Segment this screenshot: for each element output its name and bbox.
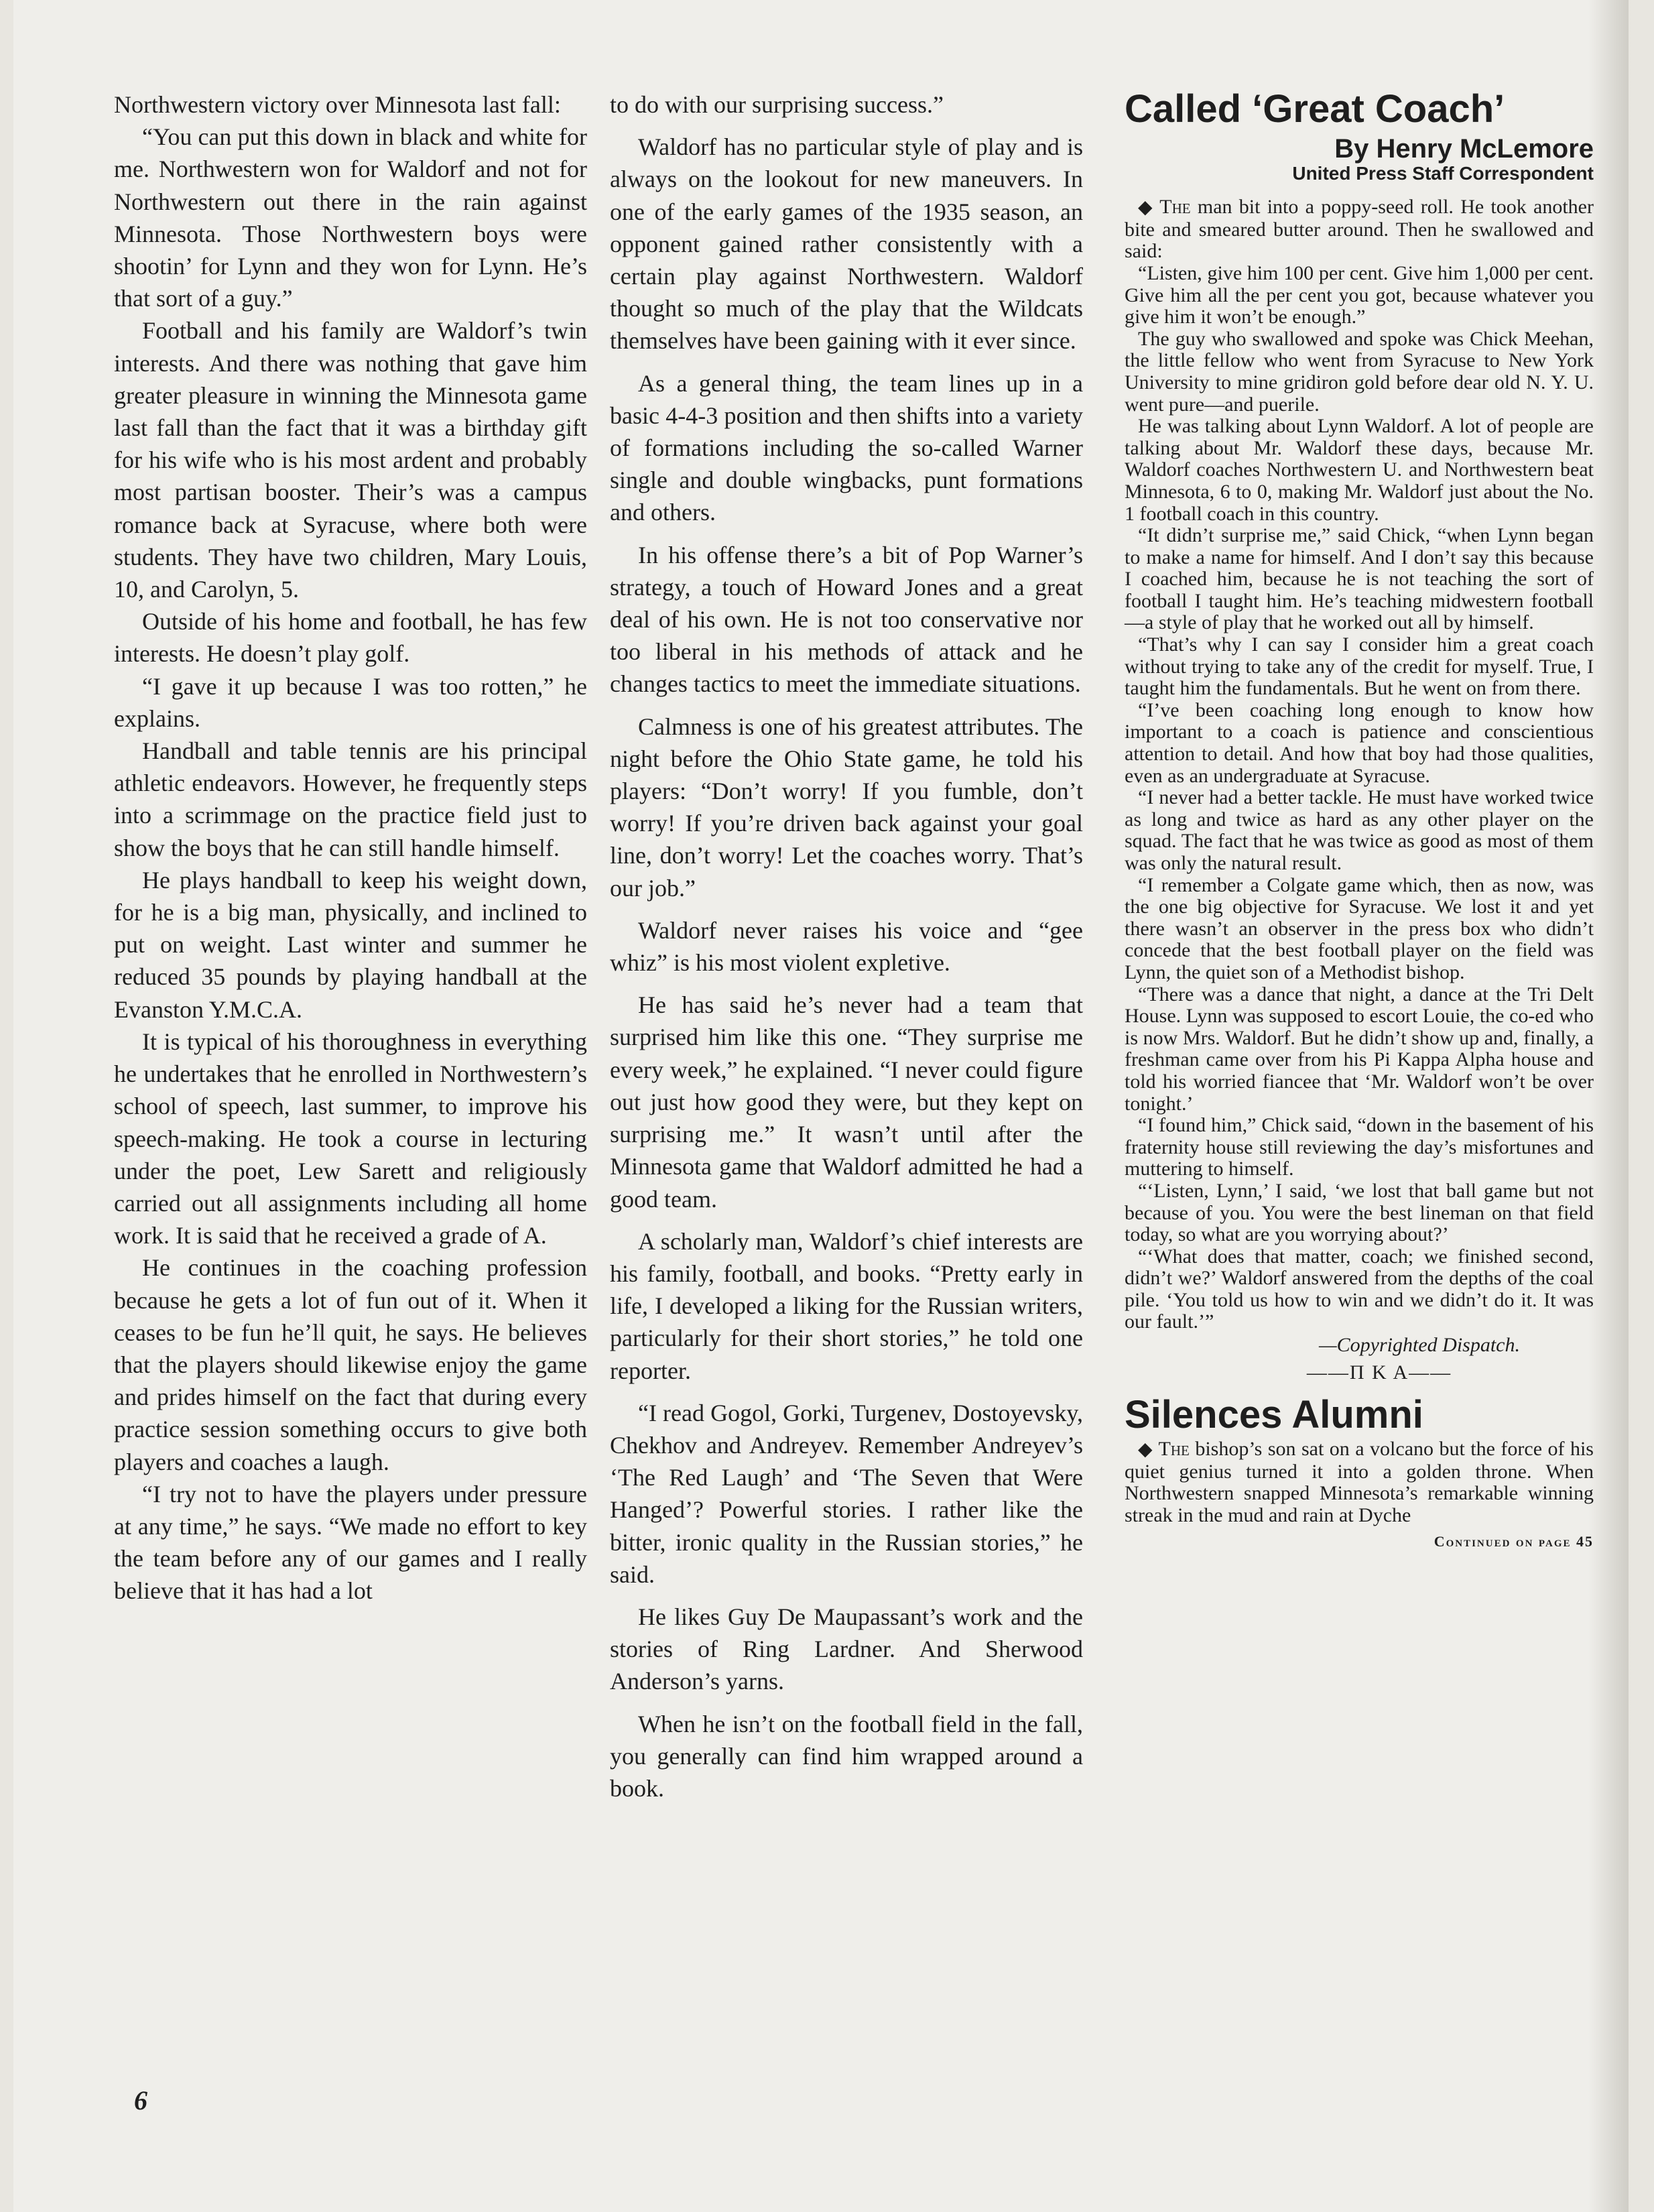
paragraph: “I never had a better tackle. He must have worked twice as long and twice as hard as any other player on the squad. The fact that he was twice as good as most of them was only the natural result.	[1125, 786, 1594, 874]
column-middle	[610, 88, 1083, 1815]
paragraph: “I gave it up because I was too rotten,” he explains.	[114, 672, 587, 732]
article-great-coach	[1125, 86, 1594, 1384]
diamond-bullet-icon: ◆	[1138, 197, 1155, 219]
headline-called-great-coach: Called ‘Great Coach’	[1125, 87, 1505, 131]
lead-word: The	[1158, 1438, 1190, 1461]
magazine-page	[13, 0, 1629, 2212]
paragraph: He plays handball to keep his weight down, for he is a big man, physically, and inclined to put on weight. Last winter and summer he reduced 35 pounds by playing handball at the Evanston Y.M.C.A.	[114, 866, 587, 1023]
paragraph: “I read Gogol, Gorki, Turgenev, Dostoyevsky, Chekhov and Andreyev. Remember Andreyev’s ‘The Red Laugh’ and ‘The Seven that Were Hanged’? Powerful stories. I rather like the bitter, ironic quality in the Russian stories,” he said.	[610, 1399, 1083, 1588]
paragraph: “I’ve been coaching long enough to know how important to a coach is patience and conscientious attention to detail. And how that boy had those qualities, even as an undergraduate at Syracuse.	[1125, 698, 1594, 787]
paragraph: As a general thing, the team lines up in a basic 4-4-3 position and then shifts into a variety of formations including the so-called Warner single and double wingbacks, punt formations and others.	[610, 369, 1083, 526]
article-silences-alumni	[1125, 1392, 1594, 1552]
lead-word: The	[1159, 196, 1191, 219]
column-right	[1125, 86, 1594, 1552]
paragraph: “You can put this down in black and white for me. Northwestern won for Waldorf and not for Northwestern out there in the rain against Minnesota. Those Northwestern boys were shootin’ for Lynn and they won for Lynn. He’s that sort of a guy.”	[114, 123, 587, 312]
paragraph: Northwestern victory over Minnesota last fall:	[114, 91, 561, 118]
byline: By Henry McLemore	[1334, 134, 1594, 164]
paragraph: Handball and table tennis are his principal athletic endeavors. However, he frequently steps into a scrimmage on the practice field just to show the boys that he can still handle himself.	[114, 737, 587, 861]
lead-text: man bit into a poppy-seed roll. He took another bite and smeared butter around. Then he swallowed and said:	[1125, 196, 1594, 263]
paragraph: When he isn’t on the football field in the fall, you generally can find him wrapped around a book.	[610, 1710, 1083, 1802]
paragraph: “That’s why I can say I consider him a great coach without trying to take any of the credit for myself. True, I taught him the fundamentals. But he went on from there.	[1125, 633, 1594, 700]
lead-paragraph	[1125, 1438, 1594, 1526]
paragraph: He was talking about Lynn Waldorf. A lot of people are talking about Mr. Waldorf these days, because Mr. Waldorf coaches Northwestern U. and Northwestern beat Minnesota, 6 to 0, making Mr. Waldorf just about the No. 1 football coach in this country.	[1125, 415, 1594, 525]
paragraph: “There was a dance that night, a dance at the Tri Delt House. Lynn was supposed to escort Louie, the co-ed who is now Mrs. Waldorf. But he didn’t show up and, finally, a freshman came over from his Pi Kappa Alpha house and told his worried fiancee that ‘Mr. Waldorf won’t be over tonight.’	[1125, 983, 1594, 1115]
paragraph: Waldorf has no particular style of play and is always on the lookout for new maneuvers. In one of the early games of the 1935 season, an opponent gained rather consistently with a certain play against Northwestern. Waldorf thought so much of the play that the Wildcats themselves have been gaining with it ever since.	[610, 133, 1083, 355]
paragraph: A scholarly man, Waldorf’s chief interests are his family, football, and books. “Pretty early in life, I developed a liking for the Russian writers, particularly for their short stories,” he told one reporter.	[610, 1227, 1083, 1384]
paragraph: “‘Listen, Lynn,’ I said, ‘we lost that ball game but not because of you. You were the best lineman on that field today, so what are you worrying about?’	[1125, 1179, 1594, 1246]
paragraph: “It didn’t surprise me,” said Chick, “when Lynn began to make a name for himself. And I don’t say this because I coached him, because he is not teaching the sort of football I taught him. He’s teaching midwestern football—a style of play that he worked out all by himself.	[1125, 524, 1594, 634]
copyright-signature: —Copyrighted Dispatch.	[1319, 1334, 1520, 1357]
paragraph: Waldorf never raises his voice and “gee whiz” is his most violent expletive.	[610, 916, 1083, 977]
section-divider: ——Π K A——	[1306, 1361, 1452, 1384]
paragraph: Football and his family are Waldorf’s twin interests. And there was nothing that gave him greater pleasure in winning the Minnesota game last fall than the fact that it was a birthday gift for his wife who is his most ardent and probably most partisan booster. Their’s was a campus romance back at Syracuse, where both were students. They have two children, Mary Louis, 10, and Carolyn, 5.	[114, 317, 587, 603]
paragraph: “‘What does that matter, coach; we finished second, didn’t we?’ Waldorf answered from the depths of the coal pile. ‘You told us how to win and we didn’t do it. It was our fault.’”	[1125, 1245, 1594, 1333]
byline-affiliation: United Press Staff Correspondent	[1292, 162, 1594, 184]
paragraph: “I remember a Colgate game which, then as now, was the one big objective for Syracuse. We lost it and yet there wasn’t an observer in the press box who didn’t concede that the best football player on the field was Lynn, the quiet son of a Methodist bishop.	[1125, 873, 1594, 983]
paragraph: The guy who swallowed and spoke was Chick Meehan, the little fellow who went from Syracuse to New York University to mine gridiron gold before dear old N. Y. U. went pure—and puerile.	[1125, 327, 1594, 416]
paragraph: It is typical of his thoroughness in everything he undertakes that he enrolled in Northwestern’s school of speech, last summer, to improve his speech-making. He took a course in lecturing under the poet, Lew Sarett and religiously carried out all assignments including all home work. It is said that he received a grade of A.	[114, 1028, 587, 1249]
paragraph: “I found him,” Chick said, “down in the basement of his fraternity house still reviewing the day’s misfortunes and muttering to himself.	[1125, 1114, 1594, 1180]
column-left	[114, 88, 587, 1607]
paragraph: In his offense there’s a bit of Pop Warner’s strategy, a touch of Howard Jones and a great deal of his own. He is not too conservative nor too liberal in his methods of attack and he changes tactics to meet the immediate situations.	[610, 541, 1083, 698]
page-number: 6	[134, 2085, 147, 2115]
continued-on-page: Continued on page 45	[1434, 1532, 1594, 1550]
paragraph: “Listen, give him 100 per cent. Give him 1,000 per cent. Give him all the per cent you got, because whatever you give him it won’t be enough.”	[1125, 261, 1594, 328]
diamond-bullet-icon: ◆	[1138, 1439, 1153, 1461]
lead-paragraph	[1125, 196, 1594, 263]
paragraph: He likes Guy De Maupassant’s work and the stories of Ring Lardner. And Sherwood Anderson’s yarns.	[610, 1603, 1083, 1695]
lead-text: bishop’s son sat on a volcano but the force of his quiet genius turned it into a golden throne. When Northwestern snapped Minnesota’s remarkable winning streak in the mud and rain at Dyche	[1125, 1438, 1594, 1527]
paragraph: to do with our surprising success.”	[610, 91, 944, 118]
headline-silences-alumni: Silences Alumni	[1125, 1393, 1423, 1437]
paragraph: He continues in the coaching profession because he gets a lot of fun out of it. When it ceases to be fun he’ll quit, he says. He believes that the players should likewise enjoy the game and prides himself on the fact that during every practice session something occurs to give both players and coaches a laugh.	[114, 1254, 587, 1475]
paragraph: Outside of his home and football, he has few interests. He doesn’t play golf.	[114, 608, 587, 668]
paragraph: “I try not to have the players under pressure at any time,” he says. “We made no effort to key the team before any of our games and I really believe that it has had a lot	[114, 1480, 587, 1605]
paragraph: He has said he’s never had a team that surprised him like this one. “They surprise me every week,” he explained. “I never could figure out just how good they were, but they kept on surprising me.” It wasn’t until after the Minnesota game that Waldorf admitted he had a good team.	[610, 991, 1083, 1213]
paragraph: Calmness is one of his greatest attributes. The night before the Ohio State game, he told his players: “Don’t worry! If you fumble, don’t worry! If you’re driven back against your goal line, don’t worry! Let the coaches worry. That’s our job.”	[610, 713, 1083, 902]
page-edge-shadow	[1588, 0, 1629, 2212]
